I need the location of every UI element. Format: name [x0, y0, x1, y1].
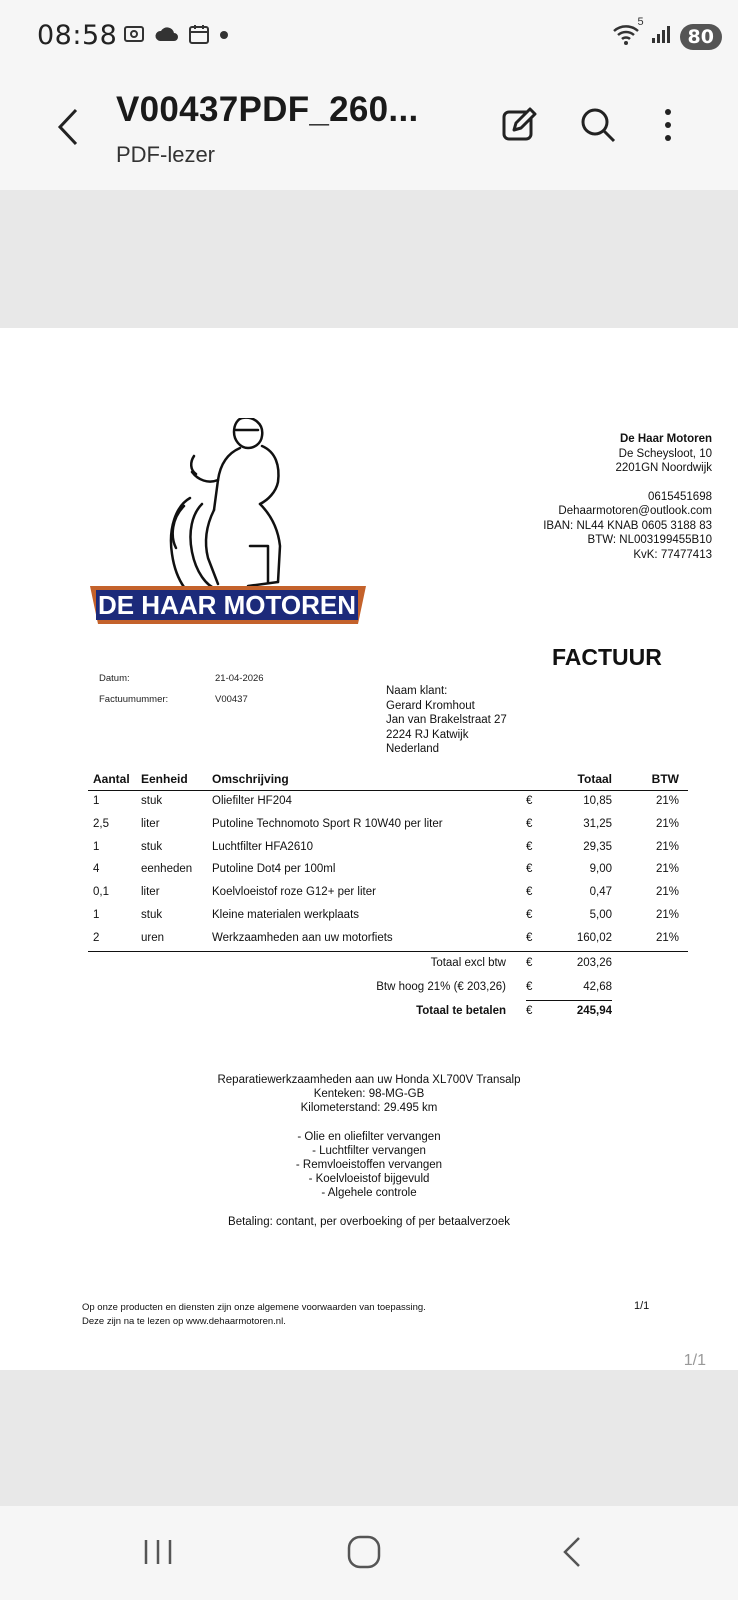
company-info — [543, 432, 712, 562]
repair-notes — [0, 1073, 738, 1229]
cell-aantal: 1 — [93, 840, 100, 853]
table-row — [88, 791, 688, 814]
back-arrow-icon — [557, 1534, 587, 1570]
vat-value: 42,68 — [583, 981, 612, 993]
recent-apps-button[interactable] — [128, 1528, 188, 1576]
cell-totaal: 31,25 — [583, 817, 612, 830]
app-name: PDF-lezer — [116, 142, 216, 167]
app-bar — [0, 72, 738, 190]
grand-total-row — [88, 1000, 688, 1024]
navigation-bar — [0, 1506, 738, 1600]
chevron-left-icon — [52, 102, 92, 152]
cell-btw: 21% — [655, 931, 679, 944]
status-bar — [0, 0, 738, 72]
terms-line-1: Op onze producten en diensten zijn onze algemene voorwaarden van toepassing. — [82, 1302, 426, 1313]
cell-omschrijving: Luchtfilter HFA2610 — [212, 840, 314, 853]
header-totaal: Totaal — [577, 772, 612, 786]
footer-page-number: 1/1 — [634, 1300, 650, 1312]
company-city: 2201GN Noordwijk — [615, 462, 712, 474]
customer-label: Naam klant: — [386, 685, 448, 697]
currency-symbol: € — [526, 840, 533, 853]
motorcycle-rider-logo — [90, 418, 376, 624]
company-kvk: KvK: 77477413 — [633, 548, 712, 561]
invoice-number-label: Factuumummer: — [99, 694, 169, 705]
calendar-icon — [188, 23, 210, 50]
table-row — [88, 859, 688, 882]
wifi-badge: 5 — [637, 16, 644, 28]
customer-name: Gerard Kromhout — [386, 699, 475, 712]
date-label: Datum: — [99, 673, 130, 684]
task-item: - Olie en oliefilter vervangen — [297, 1130, 441, 1143]
system-back-button[interactable] — [542, 1528, 602, 1576]
cell-omschrijving: Putoline Technomoto Sport R 10W40 per liter — [212, 817, 443, 830]
task-item: - Luchtfilter vervangen — [312, 1144, 426, 1157]
currency-symbol: € — [526, 957, 533, 969]
cell-eenheid: stuk — [141, 795, 163, 807]
grand-total-label: Totaal te betalen — [416, 1005, 506, 1017]
customer-city: 2224 RJ Katwijk — [386, 728, 469, 741]
currency-symbol: € — [526, 981, 533, 993]
currency-symbol: € — [526, 886, 533, 899]
cell-btw: 21% — [655, 795, 679, 807]
header-eenheid: Eenheid — [141, 772, 188, 786]
currency-symbol: € — [526, 863, 533, 876]
company-logo — [90, 418, 376, 624]
table-body — [88, 791, 688, 952]
signal-icon — [650, 23, 672, 50]
search-button[interactable] — [576, 102, 620, 148]
notification-icons — [122, 22, 230, 51]
currency-symbol: € — [526, 908, 533, 921]
cell-eenheid: eenheden — [141, 863, 193, 876]
customer-info — [386, 684, 507, 757]
cell-omschrijving: Kleine materialen werkplaats — [212, 908, 360, 921]
cell-totaal: 9,00 — [589, 863, 612, 876]
home-button[interactable] — [334, 1528, 394, 1576]
edit-button[interactable] — [498, 102, 542, 148]
cell-eenheid: liter — [141, 886, 160, 899]
cell-eenheid: liter — [141, 817, 160, 830]
cell-totaal: 10,85 — [583, 795, 612, 807]
cell-btw: 21% — [655, 863, 679, 876]
document-title: V00437PDF_260... — [116, 90, 419, 129]
invoice-number-value: V00437 — [215, 694, 248, 705]
company-phone: 0615451698 — [648, 490, 712, 503]
table-row — [88, 928, 688, 951]
wifi-icon — [612, 16, 644, 51]
terms-line-2: Deze zijn na te lezen op www.dehaarmotoren.nl. — [82, 1316, 286, 1327]
table-row — [88, 837, 688, 860]
customer-street: Jan van Brakelstraat 27 — [386, 714, 507, 726]
page-footer — [82, 1301, 426, 1329]
cell-eenheid: uren — [141, 931, 165, 944]
company-btw: BTW: NL003199455B10 — [587, 534, 712, 546]
pdf-page[interactable] — [0, 328, 738, 1370]
task-item: - Algehele controle — [321, 1187, 417, 1200]
grand-total-value: 245,94 — [576, 1005, 612, 1017]
invoice-totals — [88, 952, 688, 1024]
cell-aantal: 2,5 — [93, 817, 109, 830]
cell-aantal: 1 — [93, 795, 100, 807]
table-row — [88, 814, 688, 837]
currency-symbol: € — [526, 931, 533, 944]
company-email: Dehaarmotoren@outlook.com — [558, 505, 712, 517]
cell-aantal: 4 — [93, 863, 100, 876]
table-header — [88, 771, 688, 791]
cell-btw: 21% — [655, 817, 679, 830]
company-name: De Haar Motoren — [619, 433, 712, 445]
back-button[interactable] — [52, 102, 92, 152]
subtotal-value: 203,26 — [576, 957, 612, 969]
cell-aantal: 0,1 — [93, 886, 109, 899]
currency-symbol: € — [526, 1005, 533, 1017]
battery-indicator: 80 — [680, 24, 722, 50]
table-row — [88, 882, 688, 905]
task-item: - Koelvloeistof bijgevuld — [308, 1173, 430, 1186]
cell-aantal: 2 — [93, 931, 100, 944]
cell-omschrijving: Werkzaamheden aan uw motorfiets — [212, 931, 393, 944]
dot-icon — [218, 28, 230, 46]
notes-line-2: Kenteken: 98-MG-GB — [313, 1088, 425, 1101]
header-aantal: Aantal — [93, 772, 130, 786]
cell-omschrijving: Oliefilter HF204 — [212, 795, 292, 807]
system-icons — [612, 16, 722, 51]
company-street: De Scheysloot, 10 — [618, 447, 712, 460]
date-value: 21-04-2026 — [215, 673, 264, 684]
payment-info: Betaling: contant, per overboeking of per betaalverzoek — [228, 1215, 510, 1228]
recent-apps-icon — [140, 1536, 176, 1568]
cell-btw: 21% — [655, 840, 679, 853]
cell-eenheid: stuk — [141, 840, 163, 853]
cell-totaal: 5,00 — [589, 908, 612, 921]
viewer-background-top — [0, 190, 738, 328]
header-btw: BTW — [651, 772, 679, 786]
cloud-icon — [154, 24, 180, 49]
search-icon — [578, 105, 618, 145]
subtotal-label: Totaal excl btw — [430, 957, 506, 969]
edit-icon — [500, 105, 540, 145]
header-omschrijving: Omschrijving — [212, 772, 289, 786]
cell-btw: 21% — [655, 908, 679, 921]
subtotal-row — [88, 952, 688, 976]
home-icon — [344, 1532, 384, 1572]
screenshot-icon — [122, 22, 146, 51]
more-vertical-icon — [658, 105, 678, 145]
status-time: 08:58 — [37, 20, 118, 51]
customer-country: Nederland — [386, 743, 440, 755]
page-indicator: 1/1 — [683, 1352, 706, 1369]
invoice-heading: FACTUUR — [552, 644, 662, 670]
cell-omschrijving: Koelvloeistof roze G12+ per liter — [212, 886, 376, 899]
notes-line-3: Kilometerstand: 29.495 km — [300, 1102, 438, 1115]
viewer-background-bottom — [0, 1370, 738, 1506]
cell-totaal: 0,47 — [589, 886, 612, 899]
vat-row — [88, 976, 688, 1000]
task-item: - Remvloeistoffen vervangen — [295, 1159, 443, 1172]
vat-label: Btw hoog 21% (€ 203,26) — [376, 981, 506, 993]
company-iban: IBAN: NL44 KNAB 0605 3188 83 — [543, 519, 712, 532]
cell-totaal: 160,02 — [576, 931, 612, 944]
notes-line-1: Reparatiewerkzaamheden aan uw Honda XL700V Transalp — [217, 1074, 521, 1086]
cell-eenheid: stuk — [141, 908, 163, 921]
table-row — [88, 905, 688, 928]
currency-symbol: € — [526, 817, 533, 830]
logo-text: DE HAAR MOTOREN — [97, 590, 357, 620]
cell-omschrijving: Putoline Dot4 per 100ml — [212, 863, 336, 876]
currency-symbol: € — [526, 795, 533, 807]
more-options-button[interactable] — [646, 102, 690, 148]
cell-aantal: 1 — [93, 908, 100, 921]
cell-btw: 21% — [655, 886, 679, 899]
cell-totaal: 29,35 — [583, 840, 612, 853]
invoice-items-table — [88, 771, 688, 952]
